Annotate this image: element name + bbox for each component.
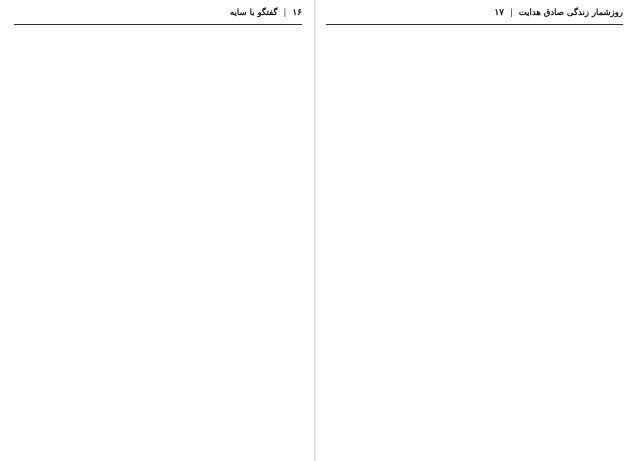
- text-line: [326, 94, 623, 107]
- text-line: [326, 352, 623, 365]
- running-header: [14, 3, 302, 23]
- verse-line: [14, 326, 302, 339]
- text-line: [326, 326, 623, 339]
- text-line: [326, 210, 623, 223]
- text-line: [14, 404, 302, 417]
- text-line: [14, 198, 302, 211]
- text-line: [14, 391, 302, 404]
- text-line: [14, 262, 302, 275]
- text-line: [14, 82, 302, 95]
- text-line: [14, 43, 302, 56]
- text-line: [14, 378, 302, 391]
- text-line: [326, 339, 623, 352]
- text-line: [326, 133, 623, 146]
- body-text: [326, 30, 623, 455]
- header-separator: |: [283, 8, 287, 18]
- text-line: [14, 417, 302, 430]
- text-line: [14, 275, 302, 288]
- text-line: [14, 69, 302, 82]
- text-line: [14, 172, 302, 185]
- text-line: [326, 404, 623, 417]
- text-line: [14, 146, 302, 159]
- text-line: [14, 107, 302, 120]
- running-title: گفتگو با سایه: [230, 8, 278, 18]
- text-line: [14, 365, 302, 378]
- text-line: [14, 352, 302, 365]
- text-line: [14, 223, 302, 236]
- text-line: [326, 56, 623, 69]
- verse-line: [14, 314, 302, 327]
- text-line: [326, 301, 623, 314]
- book-gutter: [314, 0, 316, 461]
- text-line: [326, 314, 623, 327]
- text-line: [326, 378, 623, 391]
- text-line: [326, 69, 623, 82]
- left-page: [0, 0, 312, 461]
- text-line: [326, 107, 623, 120]
- text-line: [14, 249, 302, 262]
- right-page: [320, 0, 635, 461]
- page-number: ۱۶: [292, 8, 302, 18]
- text-line: [326, 223, 623, 236]
- text-line: [326, 146, 623, 159]
- header-rule: [14, 24, 302, 25]
- text-line: [14, 185, 302, 198]
- text-line: [326, 43, 623, 56]
- text-line: [326, 288, 623, 301]
- text-line: [326, 185, 623, 198]
- header-separator: |: [509, 8, 513, 18]
- text-line: [326, 198, 623, 211]
- text-line: [14, 133, 302, 146]
- text-line: [326, 391, 623, 404]
- text-line: [326, 262, 623, 275]
- text-line: [326, 417, 623, 430]
- page-number: ۱۷: [494, 8, 504, 18]
- verse-line: [14, 301, 302, 314]
- text-line: [326, 430, 623, 443]
- text-line: [326, 30, 623, 43]
- text-line: [326, 365, 623, 378]
- text-line: [326, 443, 623, 456]
- text-line: [326, 120, 623, 133]
- text-line: [14, 443, 302, 456]
- text-line: [14, 210, 302, 223]
- text-line: [326, 159, 623, 172]
- running-title: روزشمار زندگی صادق هدایت: [518, 8, 623, 18]
- text-line: [14, 56, 302, 69]
- text-line: [14, 159, 302, 172]
- text-line: [326, 249, 623, 262]
- text-line: [326, 82, 623, 95]
- text-line: [14, 30, 302, 43]
- verse-line: [14, 339, 302, 352]
- text-line: [326, 236, 623, 249]
- text-line: [326, 172, 623, 185]
- text-line: [326, 275, 623, 288]
- text-line: [14, 236, 302, 249]
- header-rule: [326, 24, 623, 25]
- text-line: [14, 288, 302, 301]
- body-text: [14, 30, 302, 455]
- text-line: [14, 430, 302, 443]
- text-line: [14, 120, 302, 133]
- text-line: [14, 94, 302, 107]
- running-header: [326, 3, 623, 23]
